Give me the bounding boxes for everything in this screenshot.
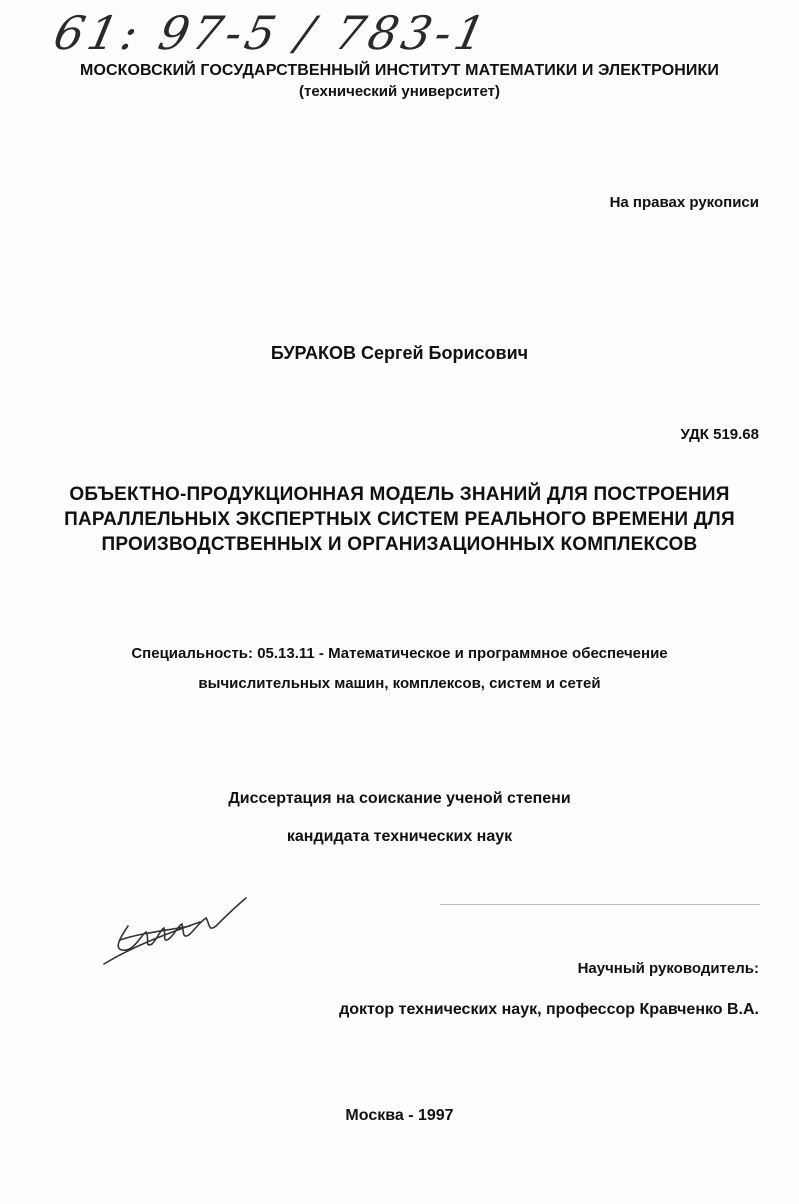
institute-name: МОСКОВСКИЙ ГОСУДАРСТВЕННЫЙ ИНСТИТУТ МАТЕМАТИКИ И ЭЛЕКТРОНИКИ [80, 62, 719, 79]
author-name: БУРАКОВ Сергей Борисович [270, 343, 529, 363]
supervisor-label: Научный руководитель: [577, 960, 759, 977]
degree-line-2: кандидата технических наук [286, 828, 513, 845]
handwritten-archive-code: 61: 97-5 / 783-1 [49, 6, 495, 60]
institute-subtitle: (технический университет) [299, 83, 500, 100]
supervisor-name: доктор технических наук, профессор Кравченко В.А. [339, 1001, 759, 1018]
title-line: ПАРАЛЛЕЛЬНЫХ ЭКСПЕРТНЫХ СИСТЕМ РЕАЛЬНОГО ВРЕМЕНИ ДЛЯ [64, 509, 735, 530]
udk-code: УДК 519.68 [680, 426, 759, 443]
signature-icon [100, 878, 260, 973]
title-line: ОБЪЕКТНО-ПРОДУКЦИОННАЯ МОДЕЛЬ ЗНАНИЙ ДЛЯ ПОСТРОЕНИЯ [69, 484, 730, 505]
signature-line [440, 904, 760, 905]
specialty-line-1: Специальность: 05.13.11 - Математическое и программное обеспечение [131, 645, 668, 662]
city-year: Москва - 1997 [345, 1107, 454, 1124]
manuscript-rights-note: На правах рукописи [609, 194, 759, 211]
degree-line-1: Диссертация на соискание ученой степени [228, 790, 571, 807]
specialty-line-2: вычислительных машин, комплексов, систем и сетей [198, 675, 601, 692]
title-line: ПРОИЗВОДСТВЕННЫХ И ОРГАНИЗАЦИОННЫХ КОМПЛЕКСОВ [101, 534, 698, 555]
dissertation-title [0, 482, 799, 557]
